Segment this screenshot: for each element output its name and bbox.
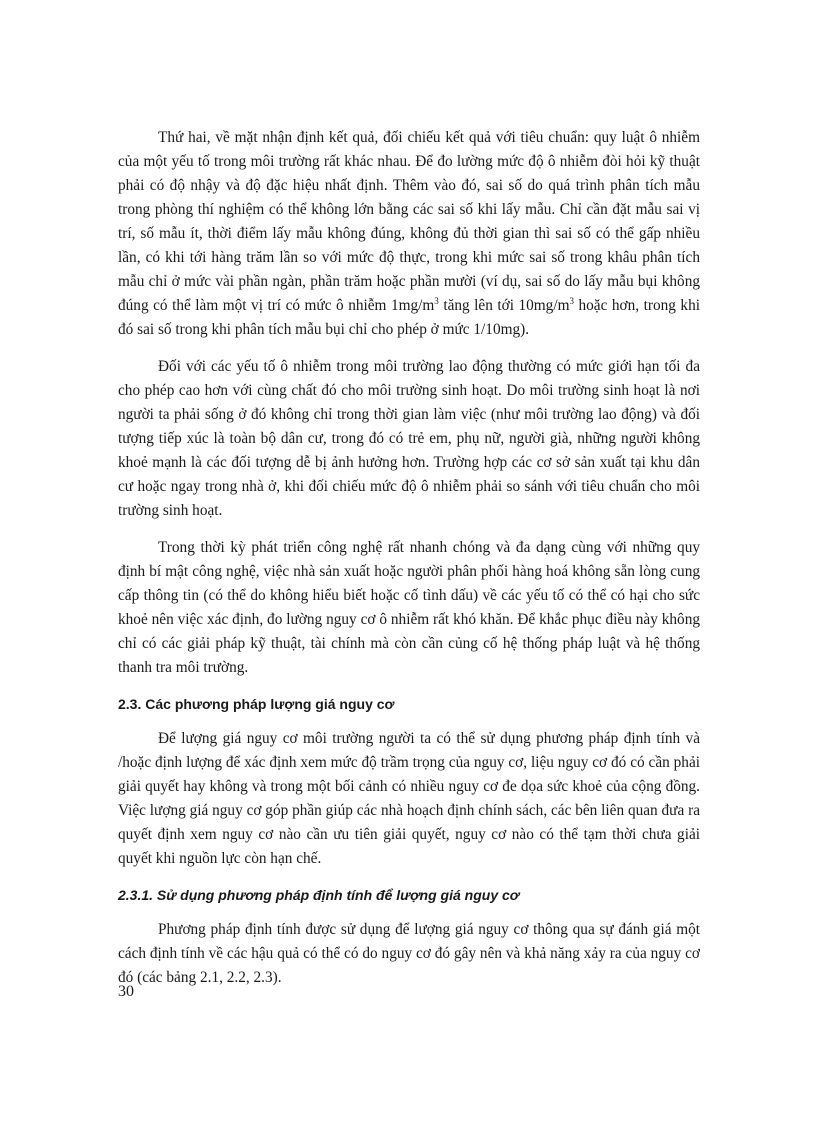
superscript: 3 bbox=[569, 295, 574, 306]
paragraph-qualitative-method: Phương pháp định tính được sử dụng để lượng giá nguy cơ thông qua sự đánh giá một cách định tính về các hậu quả có thể có do nguy cơ đó gây nên và khả năng xảy ra của nguy cơ đó (các bảng 2.1, 2.2, 2.3). bbox=[118, 921, 700, 986]
page-content bbox=[118, 126, 700, 1003]
paragraph-text: Thứ hai, về mặt nhận định kết quả, đối chiếu kết quả với tiêu chuẩn: quy luật ô nhiễm của một yếu tố trong môi trường rất khác nhau. Để đo lường mức độ ô nhiễm đòi hỏi kỹ thuật phải có độ nhậy và độ đặc hiệu nhất định. Thêm vào đó, sai số do quá trình phân tích mẫu trong phòng thí nghiệm có thể không lớn bằng các sai số khi lấy mẫu. Chỉ cần đặt mẫu sai vị trí, số mẫu ít, thời điểm lấy mẫu không đúng, không đủ thời gian thì sai số có thể gấp nhiều lần, có khi tới hàng trăm lần so với mức độ thực, trong khi mức sai số trong khâu phân tích mẫu chỉ ở mức vài phần ngàn, phần trăm hoặc phần mười (ví dụ, sai số do lấy mẫu bụi không đúng có thể làm một vị trí có mức ô nhiễm 1mg/m bbox=[118, 129, 700, 314]
paragraph-text: hoặc hơn, trong khi đó sai số trong khi phân tích mẫu bụi chỉ cho phép ở mức 1/10mg). bbox=[118, 297, 700, 338]
page-number: 30 bbox=[118, 983, 134, 1000]
section-heading-2-3: 2.3. Các phương pháp lượng giá nguy cơ bbox=[118, 696, 395, 712]
paragraph-technology-development: Trong thời kỳ phát triển công nghệ rất nhanh chóng và đa dạng cùng với những quy định bí mật công nghệ, việc nhà sản xuất hoặc người phân phối hàng hoá không sẵn lòng cung cấp thông tin (có thể do không hiểu biết hoặc cố tình dấu) về các yếu tố có thể có hại cho sức khoẻ nên việc xác định, đo lường nguy cơ ô nhiễm rất khó khăn. Để khắc phục điều này không chỉ có các giải pháp kỹ thuật, tài chính mà còn cần củng cố hệ thống pháp luật và hệ thống thanh tra môi trường. bbox=[118, 539, 700, 676]
paragraph-risk-assessment-methods: Để lượng giá nguy cơ môi trường người ta có thể sử dụng phương pháp định tính và /hoặc định lượng để xác định xem mức độ trầm trọng của nguy cơ, liệu nguy cơ đó có cần phải giải quyết hay không và trong một bối cảnh có nhiều nguy cơ đe dọa sức khoẻ của cộng đồng. Việc lượng giá nguy cơ góp phần giúp các nhà hoạch định chính sách, các bên liên quan đưa ra quyết định xem nguy cơ nào cần ưu tiên giải quyết, nguy cơ nào có thể tạm thời chưa giải quyết khi nguồn lực còn hạn chế. bbox=[118, 730, 700, 867]
subsection-heading-2-3-1: 2.3.1. Sử dụng phương pháp định tính để lượng giá nguy cơ bbox=[118, 887, 520, 903]
paragraph-text: tăng lên tới 10mg/m bbox=[438, 297, 570, 314]
paragraph-occupational-limits: Đối với các yếu tố ô nhiễm trong môi trường lao động thường có mức giới hạn tối đa cho phép cao hơn với cùng chất đó cho môi trường sinh hoạt. Do môi trường sinh hoạt là nơi người ta phải sống ở đó không chỉ trong thời gian làm việc (như môi trường lao động) và đối tượng tiếp xúc là toàn bộ dân cư, trong đó có trẻ em, phụ nữ, người già, những người không khoẻ mạnh là các đối tượng dễ bị ảnh hưởng hơn. Trường hợp các cơ sở sản xuất tại khu dân cư hoặc ngay trong nhà ở, khi đối chiếu mức độ ô nhiễm phải so sánh với tiêu chuẩn cho môi trường sinh hoạt. bbox=[118, 358, 700, 519]
superscript: 3 bbox=[434, 295, 439, 306]
paragraph-result-assessment bbox=[118, 126, 700, 342]
